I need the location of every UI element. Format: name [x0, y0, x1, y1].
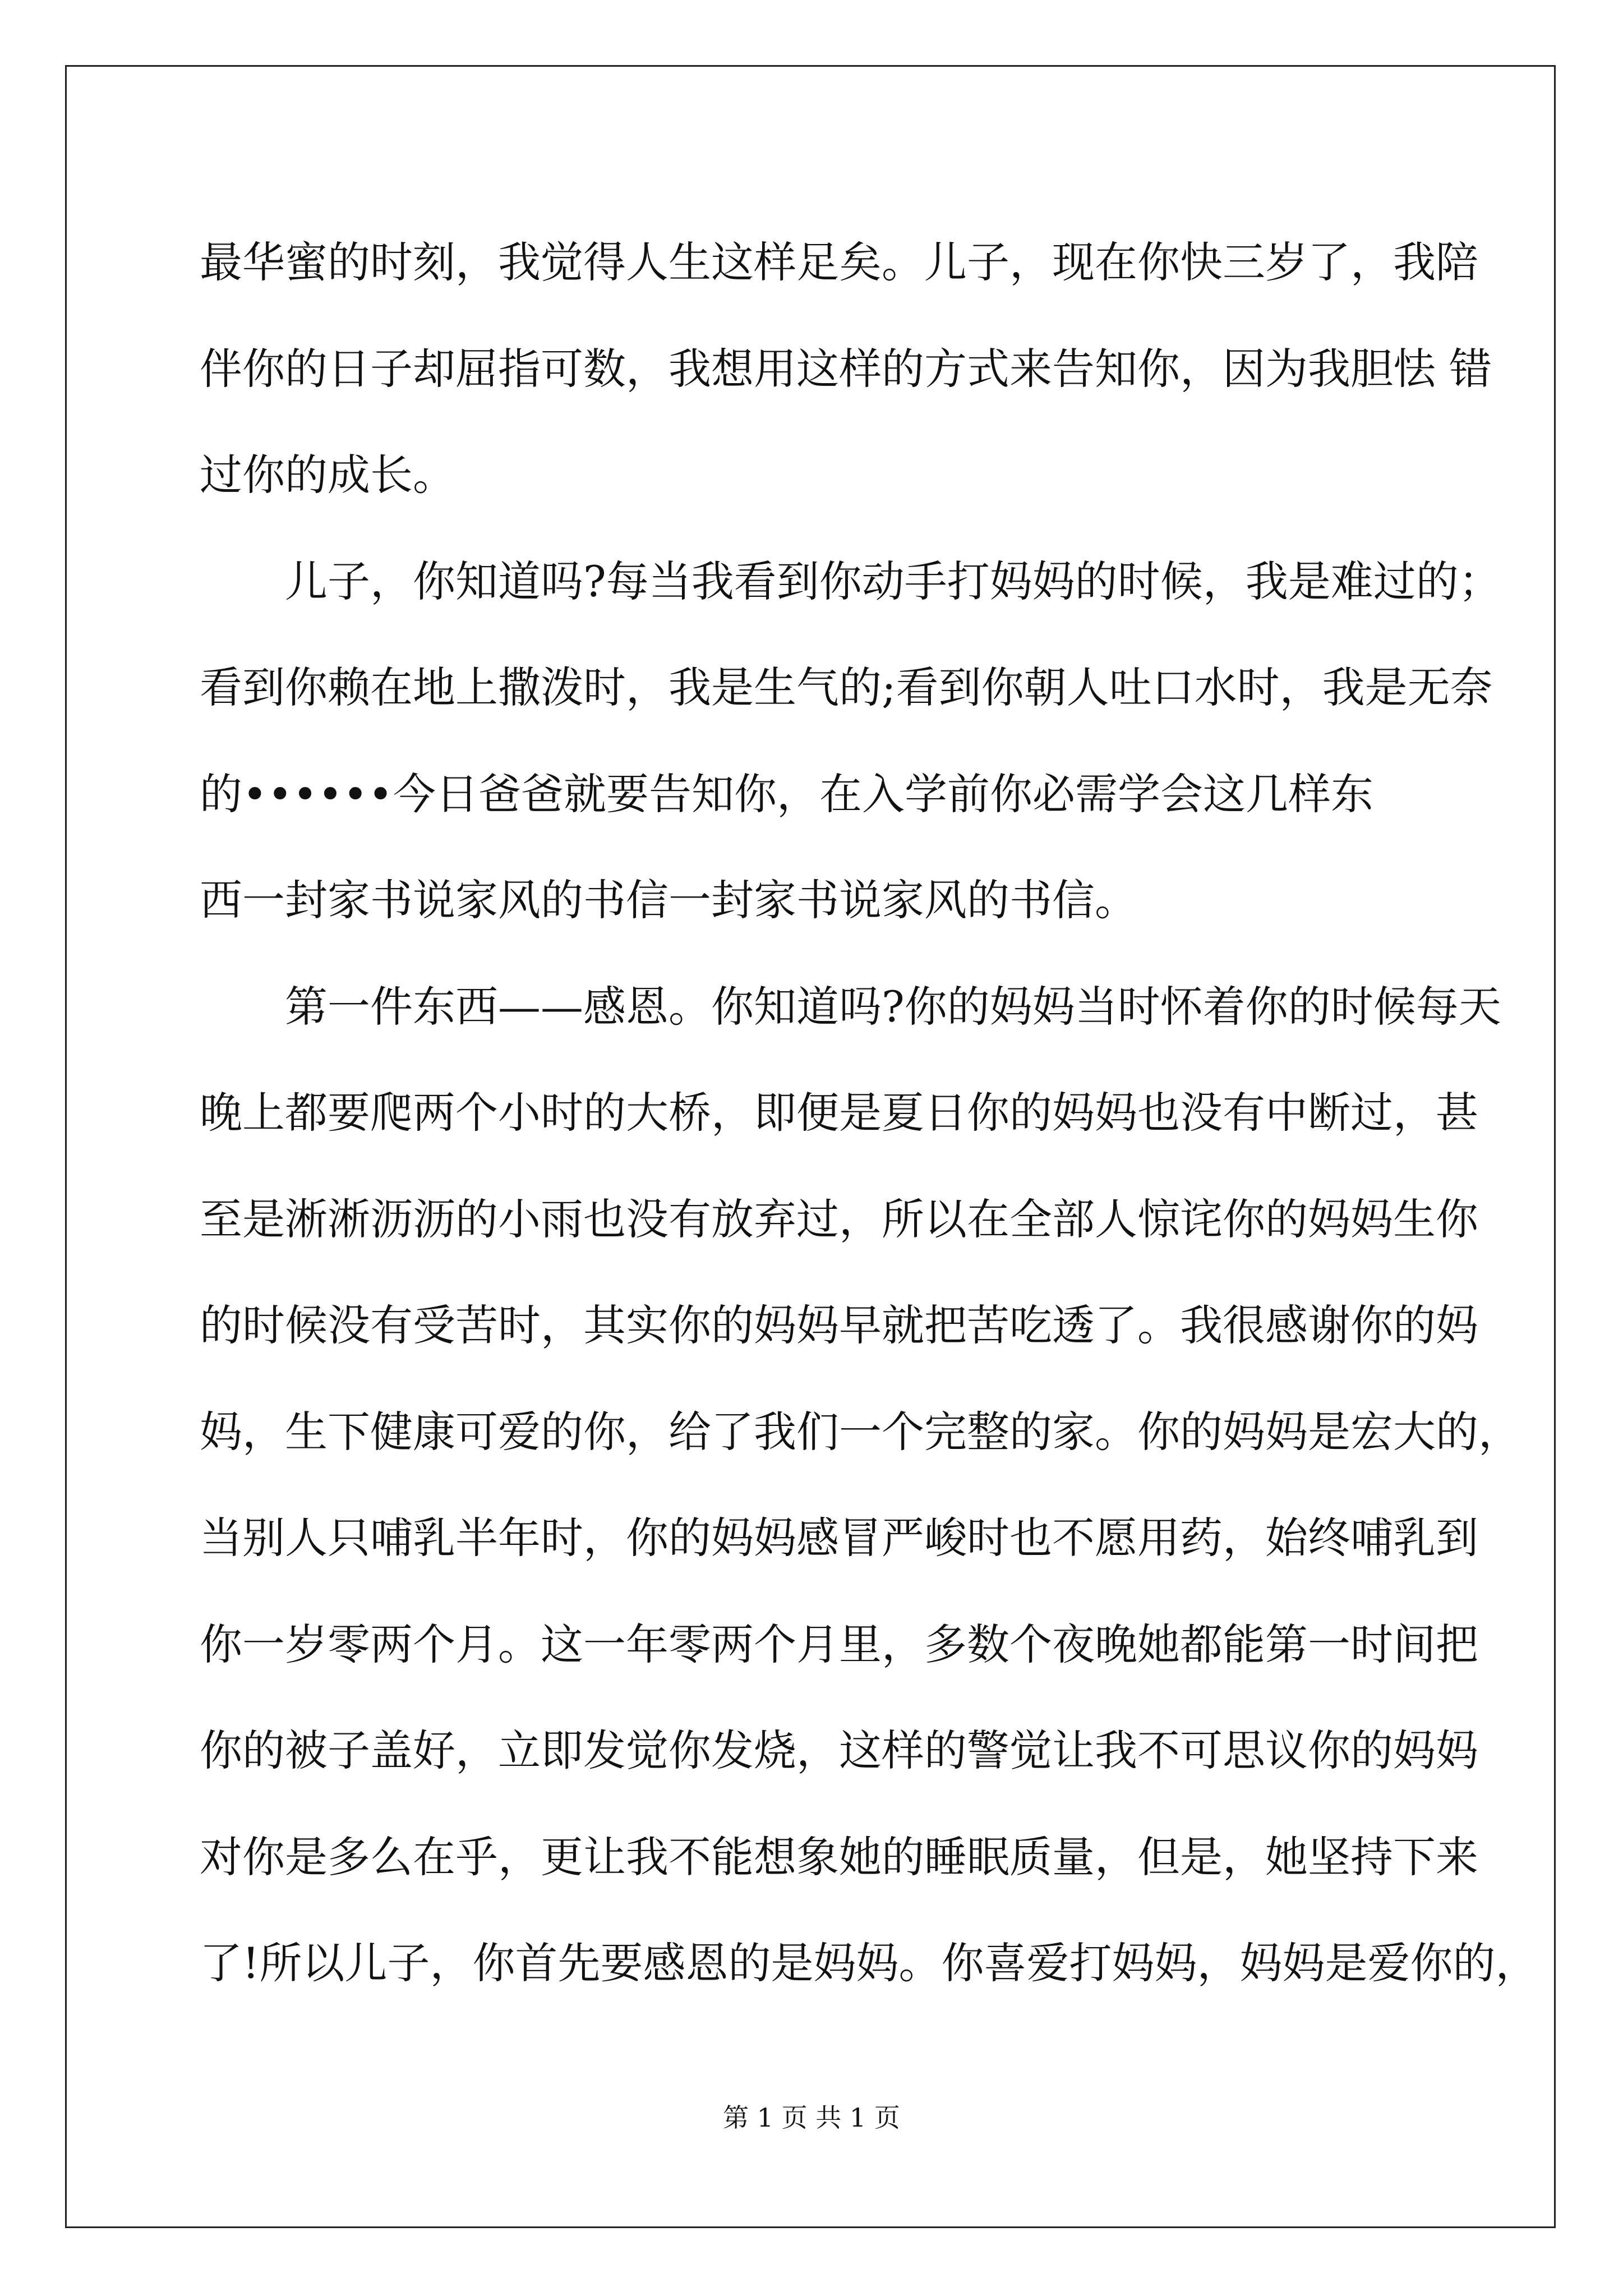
text-line: 至是淅淅沥沥的小雨也没有放弃过，所以在全部人惊诧你的妈妈生你 [200, 1194, 1478, 1244]
text-line: 的••••••今日爸爸就要告知你，在入学前你必需学会这几样东 [200, 769, 1373, 819]
text-line: 你一岁零两个月。这一年零两个月里，多数个夜晚她都能第一时间把 [200, 1619, 1478, 1669]
text-line: 你的被子盖好，立即发觉你发烧，这样的警觉让我不可思议你的妈妈 [200, 1726, 1478, 1775]
text-line: 当别人只哺乳半年时，你的妈妈感冒严峻时也不愿用药，始终哺乳到 [200, 1513, 1478, 1563]
text-line: 看到你赖在地上撒泼时，我是生气的;看到你朝人吐口水时，我是无奈 [200, 662, 1493, 712]
paragraph-start-line: 儿子，你知道吗?每当我看到你动手打妈妈的时候，我是难过的； [285, 556, 1501, 606]
paragraph-start-line: 第一件东西——感恩。你知道吗?你的妈妈当时怀着你的时候每天 [285, 981, 1501, 1032]
text-line: 西一封家书说家风的书信一封家书说家风的书信。 [200, 875, 1137, 925]
text-line: 对你是多么在乎，更让我不能想象她的睡眠质量，但是，她坚持下来 [200, 1832, 1478, 1882]
document-body [200, 209, 1538, 2017]
page-number-footer: 第 1 页 共 1 页 [723, 2102, 900, 2133]
text-line: 了!所以儿子，你首先要感恩的是妈妈。你喜爱打妈妈，妈妈是爱你的， [200, 1938, 1538, 1988]
text-line: 妈，生下健康可爱的你，给了我们一个完整的家。你的妈妈是宏大的， [200, 1406, 1521, 1457]
text-line: 的时候没有受苦时，其实你的妈妈早就把苦吃透了。我很感谢你的妈 [200, 1300, 1478, 1350]
text-line: 伴你的日子却屈指可数，我想用这样的方式来告知你，因为我胆怯 错 [200, 343, 1492, 394]
text-line: 最华蜜的时刻，我觉得人生这样足矣。儿子，现在你快三岁了，我陪 [200, 237, 1478, 287]
text-line: 过你的成长。 [200, 450, 455, 500]
text-line: 晚上都要爬两个小时的大桥，即便是夏日你的妈妈也没有中断过，甚 [200, 1088, 1478, 1138]
